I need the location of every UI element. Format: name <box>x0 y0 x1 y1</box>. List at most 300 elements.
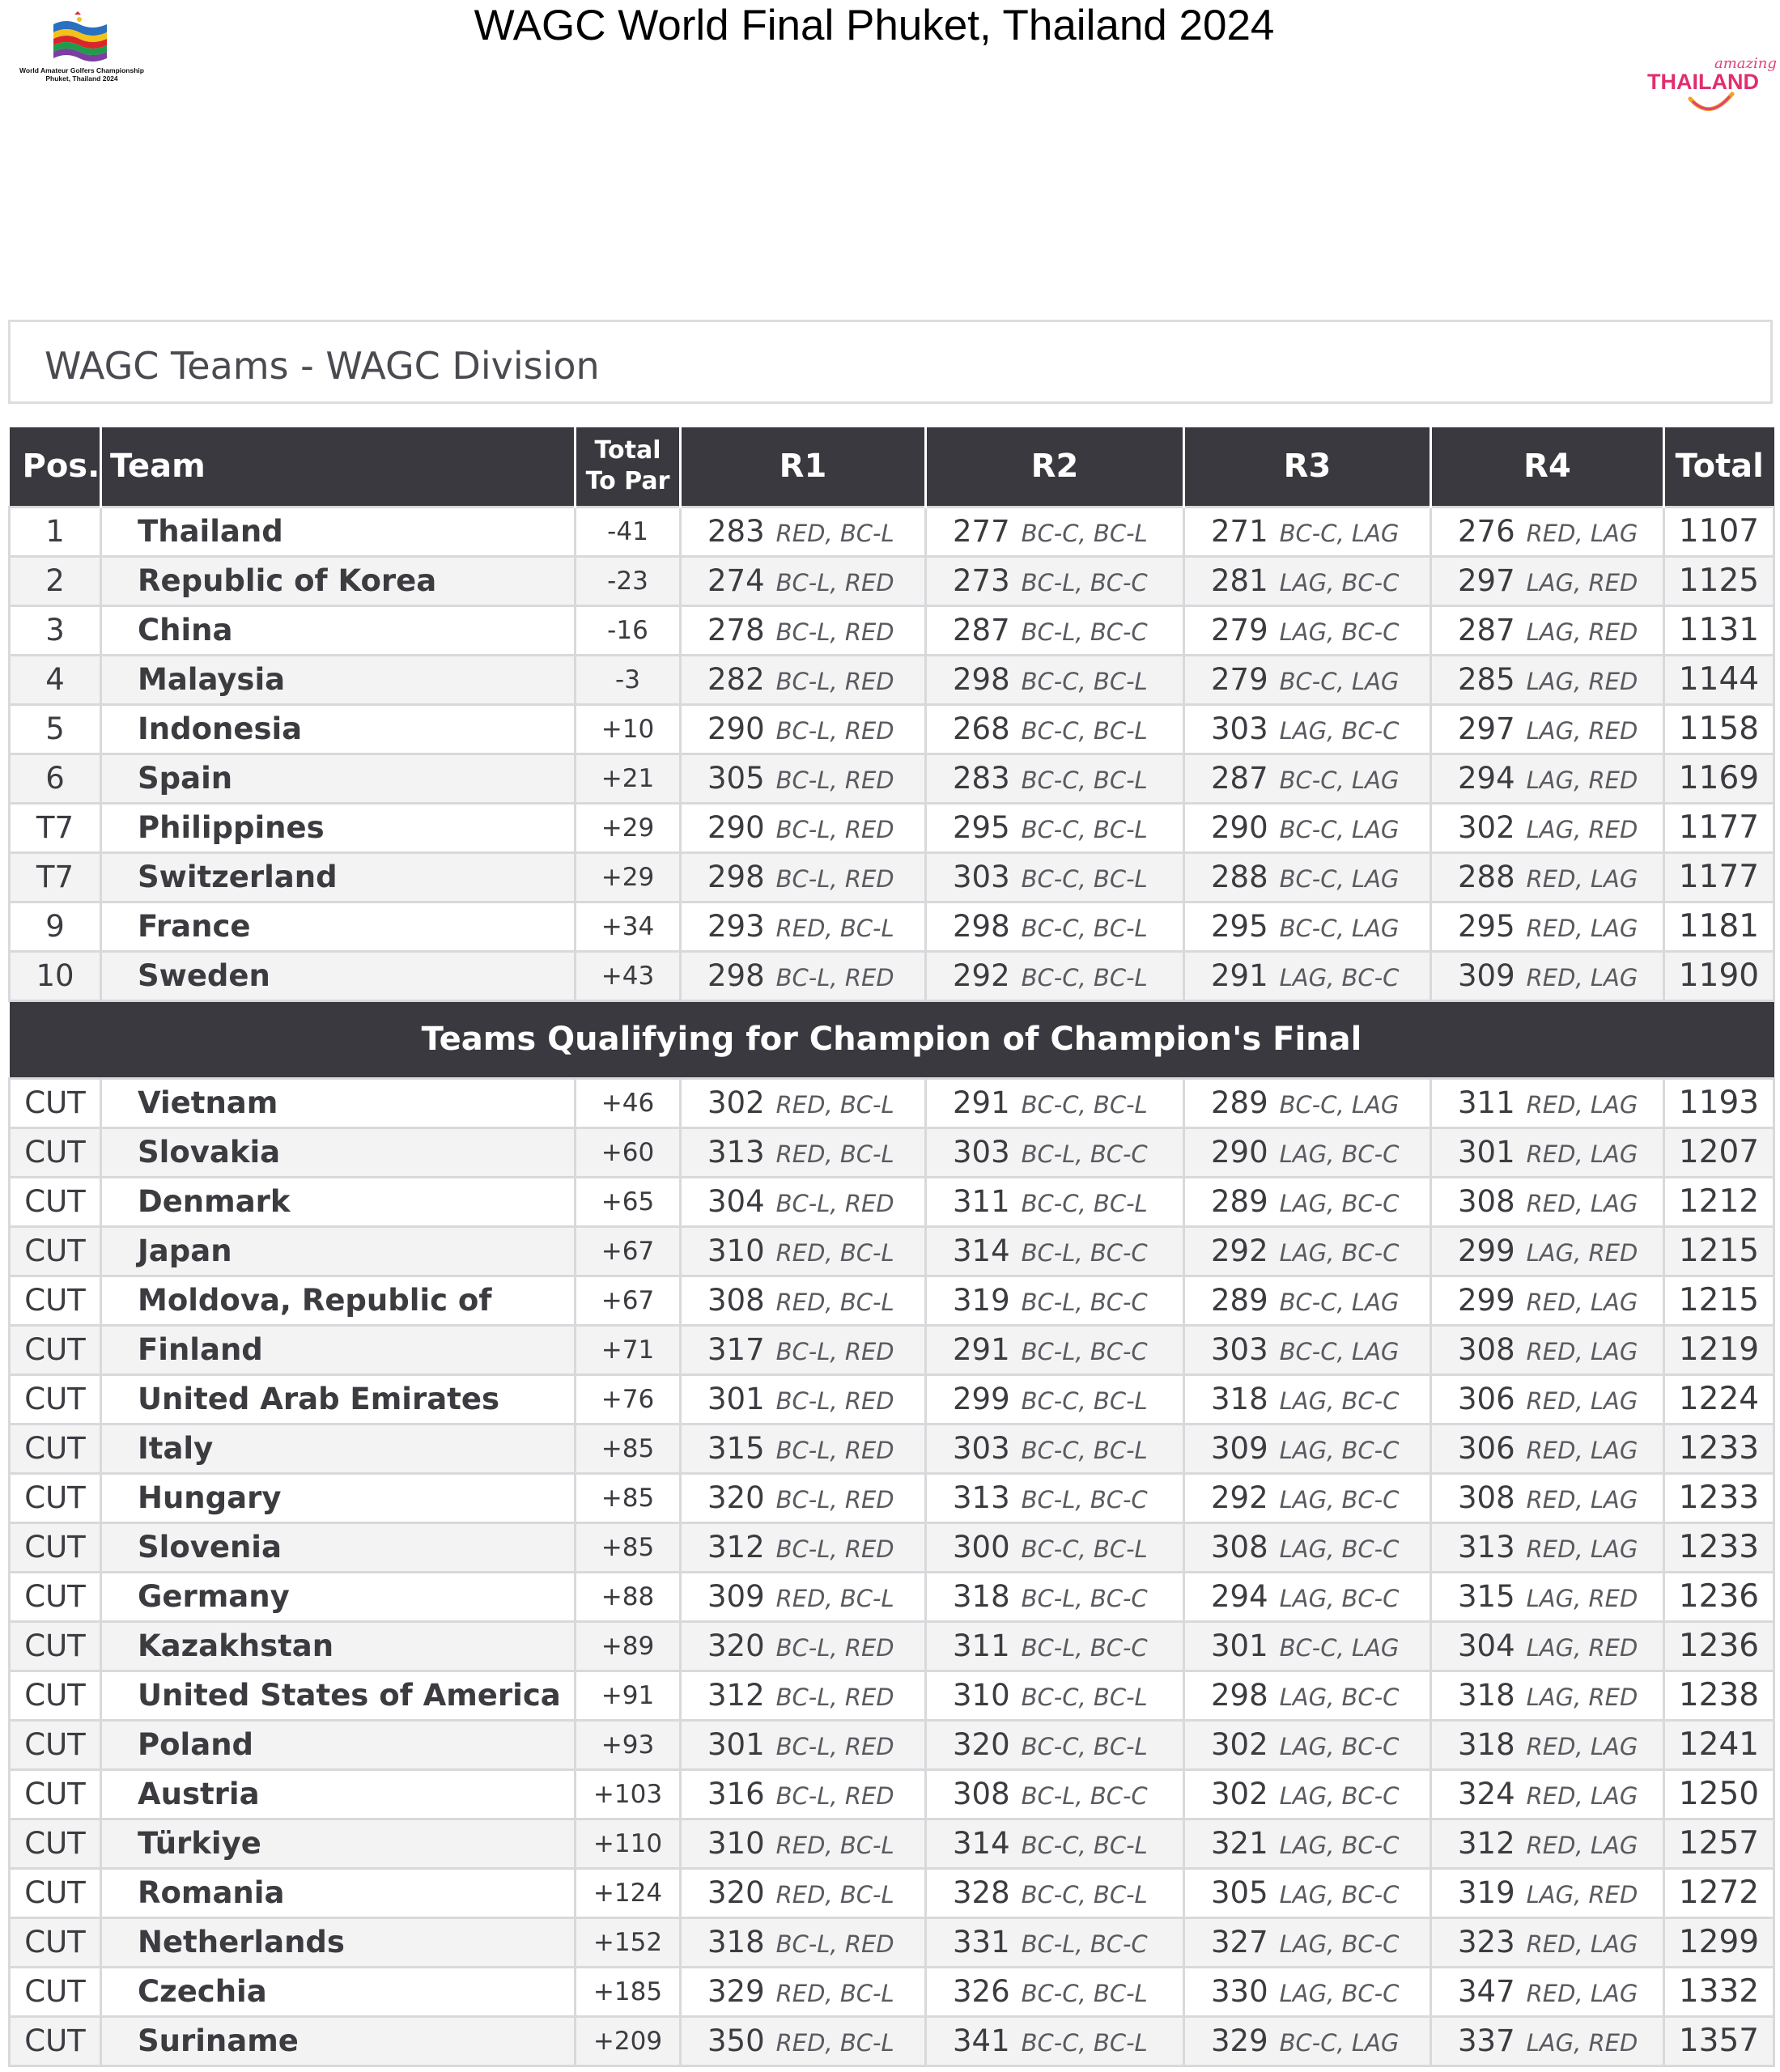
round-r3-cell <box>1184 754 1431 803</box>
position-cell: T7 <box>10 852 101 902</box>
round-score: 289 <box>1211 1085 1268 1120</box>
tee-combination: RED, LAG <box>1526 1733 1638 1760</box>
round-r1-cell <box>681 655 926 704</box>
position-cell: CUT <box>10 1177 101 1226</box>
round-r2-cell <box>926 655 1184 704</box>
round-r2-cell <box>926 1917 1184 1967</box>
round-r4-cell <box>1431 1671 1664 1720</box>
tee-combination: BC-L, BC-C <box>1021 1338 1148 1365</box>
table-row <box>10 1078 1774 1127</box>
round-r4-cell <box>1431 902 1664 951</box>
round-score: 350 <box>707 2023 765 2058</box>
round-score: 292 <box>1211 1480 1268 1515</box>
round-r2-cell <box>926 2016 1184 2066</box>
round-score: 310 <box>707 1826 765 1861</box>
table-row <box>10 1374 1774 1424</box>
col-header-total: Total <box>1664 427 1774 507</box>
tee-combination: BC-L, RED <box>775 865 894 893</box>
round-score: 310 <box>953 1678 1010 1713</box>
tee-combination: RED, BC-L <box>775 1140 894 1168</box>
team-name-cell: United States of America <box>101 1671 576 1720</box>
position-cell: CUT <box>10 1967 101 2016</box>
round-score: 287 <box>1211 761 1268 796</box>
team-name-cell: Spain <box>101 754 576 803</box>
round-score: 304 <box>1458 1628 1515 1663</box>
round-r2-cell <box>926 1325 1184 1374</box>
to-par-cell: +60 <box>576 1127 681 1177</box>
to-par-cell: +21 <box>576 754 681 803</box>
wagc-logo-caption <box>3 66 160 83</box>
tee-combination: BC-C, LAG <box>1279 1091 1400 1119</box>
tee-combination: RED, BC-L <box>775 1585 894 1612</box>
tee-combination: BC-L, BC-C <box>1021 1289 1148 1316</box>
round-r3-cell <box>1184 1226 1431 1276</box>
total-cell: 1207 <box>1664 1127 1774 1177</box>
total-cell: 1144 <box>1664 655 1774 704</box>
round-r3-cell <box>1184 556 1431 605</box>
tee-combination: BC-C, LAG <box>1279 668 1400 695</box>
round-score: 290 <box>1211 810 1268 845</box>
round-r1-cell <box>681 1671 926 1720</box>
tee-combination: RED, LAG <box>1526 964 1638 991</box>
round-score: 291 <box>953 1085 1010 1120</box>
tee-combination: BC-C, LAG <box>1279 915 1400 942</box>
col-header-total-to-par <box>576 427 681 507</box>
round-score: 318 <box>707 1925 765 1959</box>
round-r2-cell <box>926 1374 1184 1424</box>
round-score: 298 <box>707 860 765 894</box>
tee-combination: RED, LAG <box>1526 1140 1638 1168</box>
round-r4-cell <box>1431 1572 1664 1621</box>
round-r2-cell <box>926 605 1184 655</box>
round-r1-cell <box>681 1127 926 1177</box>
round-r4-cell <box>1431 605 1664 655</box>
round-r3-cell <box>1184 852 1431 902</box>
round-r2-cell <box>926 1276 1184 1325</box>
tee-combination: BC-L, RED <box>775 618 894 646</box>
round-r4-cell <box>1431 655 1664 704</box>
round-score: 281 <box>1211 563 1268 598</box>
table-row <box>10 1424 1774 1473</box>
round-score: 312 <box>707 1678 765 1713</box>
round-score: 311 <box>953 1184 1010 1219</box>
round-r4-cell <box>1431 1522 1664 1572</box>
round-score: 276 <box>1458 514 1515 549</box>
tee-combination: BC-L, RED <box>775 717 894 745</box>
tee-combination: BC-C, BC-L <box>1021 1980 1148 2007</box>
round-score: 313 <box>953 1480 1010 1515</box>
position-cell: CUT <box>10 2016 101 2066</box>
position-cell: 10 <box>10 951 101 1000</box>
to-par-cell: +29 <box>576 803 681 852</box>
team-name-cell: Philippines <box>101 803 576 852</box>
tee-combination: BC-L, RED <box>775 766 894 794</box>
total-cell: 1169 <box>1664 754 1774 803</box>
round-score: 287 <box>1458 613 1515 648</box>
round-score: 295 <box>953 810 1010 845</box>
round-score: 271 <box>1211 514 1268 549</box>
to-par-cell: +103 <box>576 1769 681 1819</box>
total-cell: 1257 <box>1664 1819 1774 1868</box>
tee-combination: BC-C, BC-L <box>1021 1832 1148 1859</box>
round-score: 294 <box>1211 1579 1268 1614</box>
tee-combination: BC-C, BC-L <box>1021 766 1148 794</box>
round-r3-cell <box>1184 2016 1431 2066</box>
division-panel <box>8 320 1773 404</box>
to-par-cell: +67 <box>576 1276 681 1325</box>
round-r4-cell <box>1431 1819 1664 1868</box>
round-score: 323 <box>1458 1925 1515 1959</box>
round-score: 309 <box>1458 958 1515 993</box>
tee-combination: RED, LAG <box>1526 1535 1638 1563</box>
tee-combination: LAG, BC-C <box>1279 964 1400 991</box>
tee-combination: LAG, BC-C <box>1279 1733 1400 1760</box>
total-cell: 1236 <box>1664 1572 1774 1621</box>
round-score: 301 <box>707 1382 765 1416</box>
tee-combination: RED, LAG <box>1526 1289 1638 1316</box>
tee-combination: BC-C, BC-L <box>1021 717 1148 745</box>
tee-combination: RED, BC-L <box>775 2029 894 2057</box>
total-cell: 1215 <box>1664 1226 1774 1276</box>
tee-combination: BC-L, RED <box>775 1733 894 1760</box>
table-row <box>10 704 1774 754</box>
smile-swoosh-icon <box>1643 53 1765 123</box>
round-score: 329 <box>707 1974 765 2009</box>
round-score: 330 <box>1211 1974 1268 2009</box>
round-r2-cell <box>926 1127 1184 1177</box>
round-r3-cell <box>1184 605 1431 655</box>
team-name-cell: Germany <box>101 1572 576 1621</box>
round-r4-cell <box>1431 1177 1664 1226</box>
team-name-cell: Kazakhstan <box>101 1621 576 1671</box>
round-r4-cell <box>1431 1374 1664 1424</box>
round-r2-cell <box>926 951 1184 1000</box>
round-score: 301 <box>1458 1135 1515 1170</box>
round-score: 277 <box>953 514 1010 549</box>
tee-combination: LAG, BC-C <box>1279 1140 1400 1168</box>
table-body <box>10 507 1774 2066</box>
round-r4-cell <box>1431 704 1664 754</box>
round-score: 324 <box>1458 1777 1515 1811</box>
round-r1-cell <box>681 902 926 951</box>
total-cell: 1224 <box>1664 1374 1774 1424</box>
position-cell: 9 <box>10 902 101 951</box>
round-r1-cell <box>681 1522 926 1572</box>
to-par-cell: +124 <box>576 1868 681 1917</box>
round-r1-cell <box>681 1572 926 1621</box>
round-score: 321 <box>1211 1826 1268 1861</box>
tee-combination: BC-C, LAG <box>1279 1289 1400 1316</box>
round-r2-cell <box>926 1226 1184 1276</box>
amazing-thailand-logo <box>1643 53 1777 123</box>
team-name-cell: France <box>101 902 576 951</box>
team-name-cell: Switzerland <box>101 852 576 902</box>
table-row <box>10 754 1774 803</box>
tee-combination: RED, LAG <box>1526 1980 1638 2007</box>
tee-combination: BC-C, BC-L <box>1021 2029 1148 2057</box>
table-row <box>10 1127 1774 1177</box>
tee-combination: BC-C, BC-L <box>1021 1437 1148 1464</box>
round-r2-cell <box>926 704 1184 754</box>
round-r1-cell <box>681 1967 926 2016</box>
tee-combination: RED, LAG <box>1526 1338 1638 1365</box>
round-r4-cell <box>1431 1226 1664 1276</box>
tee-combination: BC-C, LAG <box>1279 2029 1400 2057</box>
team-name-cell: Japan <box>101 1226 576 1276</box>
round-r4-cell <box>1431 803 1664 852</box>
to-par-cell: -16 <box>576 605 681 655</box>
tee-combination: LAG, RED <box>1526 2029 1638 2057</box>
round-score: 289 <box>1211 1283 1268 1318</box>
round-r1-cell <box>681 2016 926 2066</box>
round-score: 302 <box>1211 1777 1268 1811</box>
tee-combination: LAG, RED <box>1526 1634 1638 1662</box>
table-row <box>10 1917 1774 1967</box>
tee-combination: BC-C, BC-L <box>1021 1190 1148 1217</box>
logo-amazing-text: amazing <box>1714 55 1777 72</box>
tee-combination: BC-L, RED <box>775 668 894 695</box>
round-r3-cell <box>1184 1473 1431 1522</box>
round-r3-cell <box>1184 803 1431 852</box>
position-cell: CUT <box>10 1424 101 1473</box>
total-cell: 1212 <box>1664 1177 1774 1226</box>
tee-combination: BC-L, RED <box>775 1387 894 1415</box>
team-name-cell: Italy <box>101 1424 576 1473</box>
total-cell: 1238 <box>1664 1671 1774 1720</box>
to-par-cell: +110 <box>576 1819 681 1868</box>
logo-caption-line2: Phuket, Thailand 2024 <box>45 74 118 83</box>
division-title: WAGC Teams - WAGC Division <box>45 344 600 388</box>
round-r1-cell <box>681 951 926 1000</box>
round-r4-cell <box>1431 1424 1664 1473</box>
tee-combination: BC-C, LAG <box>1279 1338 1400 1365</box>
total-cell: 1236 <box>1664 1621 1774 1671</box>
round-score: 290 <box>707 711 765 746</box>
to-par-cell: +76 <box>576 1374 681 1424</box>
team-name-cell: Sweden <box>101 951 576 1000</box>
position-cell: 3 <box>10 605 101 655</box>
tee-combination: LAG, BC-C <box>1279 1486 1400 1514</box>
round-r1-cell <box>681 754 926 803</box>
to-par-cell: +209 <box>576 2016 681 2066</box>
round-r2-cell <box>926 852 1184 902</box>
round-r4-cell <box>1431 852 1664 902</box>
round-r2-cell <box>926 1078 1184 1127</box>
round-score: 312 <box>707 1530 765 1565</box>
tee-combination: BC-C, BC-L <box>1021 1387 1148 1415</box>
round-score: 309 <box>1211 1431 1268 1466</box>
round-score: 304 <box>707 1184 765 1219</box>
round-score: 313 <box>1458 1530 1515 1565</box>
position-cell: CUT <box>10 1078 101 1127</box>
position-cell: T7 <box>10 803 101 852</box>
table-row <box>10 803 1774 852</box>
tee-combination: BC-L, RED <box>775 569 894 597</box>
round-score: 314 <box>953 1826 1010 1861</box>
tee-combination: BC-C, BC-L <box>1021 816 1148 843</box>
round-r4-cell <box>1431 1276 1664 1325</box>
page-title: WAGC World Final Phuket, Thailand 2024 <box>474 2 1275 49</box>
tee-combination: BC-L, RED <box>775 1535 894 1563</box>
round-r1-cell <box>681 852 926 902</box>
team-name-cell: United Arab Emirates <box>101 1374 576 1424</box>
round-score: 316 <box>707 1777 765 1811</box>
tee-combination: BC-L, BC-C <box>1021 1239 1148 1267</box>
to-par-cell: +85 <box>576 1522 681 1572</box>
round-r1-cell <box>681 1473 926 1522</box>
round-r4-cell <box>1431 1473 1664 1522</box>
team-name-cell: Indonesia <box>101 704 576 754</box>
round-score: 320 <box>707 1875 765 1910</box>
tee-combination: LAG, BC-C <box>1279 569 1400 597</box>
round-r1-cell <box>681 605 926 655</box>
round-score: 305 <box>1211 1875 1268 1910</box>
round-r4-cell <box>1431 507 1664 556</box>
round-r4-cell <box>1431 754 1664 803</box>
tee-combination: BC-L, BC-C <box>1021 1930 1148 1958</box>
round-score: 320 <box>707 1628 765 1663</box>
to-par-cell: +93 <box>576 1720 681 1769</box>
tee-combination: LAG, BC-C <box>1279 1535 1400 1563</box>
tee-combination: LAG, RED <box>1526 766 1638 794</box>
to-par-cell: +85 <box>576 1473 681 1522</box>
round-score: 308 <box>707 1283 765 1318</box>
team-name-cell: Czechia <box>101 1967 576 2016</box>
round-score: 347 <box>1458 1974 1515 2009</box>
round-score: 319 <box>953 1283 1010 1318</box>
round-r1-cell <box>681 1325 926 1374</box>
tee-combination: BC-L, RED <box>775 1486 894 1514</box>
round-r1-cell <box>681 1374 926 1424</box>
round-r3-cell <box>1184 902 1431 951</box>
round-r1-cell <box>681 1177 926 1226</box>
round-score: 274 <box>707 563 765 598</box>
tee-combination: BC-L, BC-C <box>1021 1140 1148 1168</box>
tee-combination: LAG, BC-C <box>1279 717 1400 745</box>
round-r2-cell <box>926 1424 1184 1473</box>
tee-combination: RED, LAG <box>1526 1437 1638 1464</box>
round-r2-cell <box>926 902 1184 951</box>
round-r2-cell <box>926 1720 1184 1769</box>
to-par-cell: +89 <box>576 1621 681 1671</box>
to-par-cell: +185 <box>576 1967 681 2016</box>
position-cell: CUT <box>10 1720 101 1769</box>
tee-combination: RED, BC-L <box>775 1881 894 1909</box>
tee-combination: LAG, RED <box>1526 1881 1638 1909</box>
table-row <box>10 1671 1774 1720</box>
round-score: 288 <box>1458 860 1515 894</box>
round-score: 319 <box>1458 1875 1515 1910</box>
col-header-r1: R1 <box>681 427 926 507</box>
table-row <box>10 605 1774 655</box>
round-r4-cell <box>1431 951 1664 1000</box>
tee-combination: RED, BC-L <box>775 1289 894 1316</box>
tee-combination: BC-C, BC-L <box>1021 964 1148 991</box>
team-name-cell: Türkiye <box>101 1819 576 1868</box>
round-score: 312 <box>1458 1826 1515 1861</box>
tee-combination: LAG, RED <box>1526 816 1638 843</box>
round-r1-cell <box>681 1769 926 1819</box>
position-cell: 5 <box>10 704 101 754</box>
table-row <box>10 1177 1774 1226</box>
tee-combination: RED, BC-L <box>775 1091 894 1119</box>
to-par-cell: +65 <box>576 1177 681 1226</box>
round-score: 299 <box>953 1382 1010 1416</box>
team-name-cell: Suriname <box>101 2016 576 2066</box>
round-r3-cell <box>1184 1572 1431 1621</box>
round-score: 291 <box>1211 958 1268 993</box>
tee-combination: LAG, RED <box>1526 1585 1638 1612</box>
round-r1-cell <box>681 1621 926 1671</box>
total-cell: 1233 <box>1664 1424 1774 1473</box>
round-r3-cell <box>1184 1671 1431 1720</box>
tee-combination: RED, LAG <box>1526 915 1638 942</box>
round-score: 302 <box>1458 810 1515 845</box>
team-name-cell: Vietnam <box>101 1078 576 1127</box>
round-r2-cell <box>926 1572 1184 1621</box>
round-score: 302 <box>1211 1727 1268 1762</box>
round-score: 327 <box>1211 1925 1268 1959</box>
round-r2-cell <box>926 1671 1184 1720</box>
tee-combination: LAG, BC-C <box>1279 618 1400 646</box>
tee-combination: RED, BC-L <box>775 915 894 942</box>
tee-combination: BC-L, RED <box>775 1437 894 1464</box>
tee-combination: BC-C, LAG <box>1279 520 1400 547</box>
tee-combination: BC-L, BC-C <box>1021 1585 1148 1612</box>
team-name-cell: Republic of Korea <box>101 556 576 605</box>
round-score: 295 <box>1211 909 1268 944</box>
round-score: 318 <box>1211 1382 1268 1416</box>
round-score: 320 <box>953 1727 1010 1762</box>
table-row <box>10 507 1774 556</box>
round-score: 299 <box>1458 1283 1515 1318</box>
round-score: 299 <box>1458 1233 1515 1268</box>
tee-combination: BC-C, LAG <box>1279 766 1400 794</box>
team-name-cell: Austria <box>101 1769 576 1819</box>
tee-combination: LAG, RED <box>1526 1684 1638 1711</box>
table-row <box>10 902 1774 951</box>
round-r2-cell <box>926 1868 1184 1917</box>
tee-combination: LAG, BC-C <box>1279 1930 1400 1958</box>
round-score: 329 <box>1211 2023 1268 2058</box>
round-r2-cell <box>926 1177 1184 1226</box>
position-cell: CUT <box>10 1325 101 1374</box>
round-score: 291 <box>953 1332 1010 1367</box>
round-r2-cell <box>926 507 1184 556</box>
round-r3-cell <box>1184 1078 1431 1127</box>
table-row <box>10 1720 1774 1769</box>
round-score: 303 <box>1211 711 1268 746</box>
round-score: 294 <box>1458 761 1515 796</box>
position-cell: CUT <box>10 1522 101 1572</box>
tee-combination: LAG, BC-C <box>1279 1387 1400 1415</box>
round-score: 308 <box>953 1777 1010 1811</box>
team-name-cell: Thailand <box>101 507 576 556</box>
table-row <box>10 1819 1774 1868</box>
table-row <box>10 1572 1774 1621</box>
round-r3-cell <box>1184 507 1431 556</box>
team-name-cell: Moldova, Republic of <box>101 1276 576 1325</box>
round-score: 318 <box>1458 1678 1515 1713</box>
round-r2-cell <box>926 556 1184 605</box>
tee-combination: RED, LAG <box>1526 1387 1638 1415</box>
round-r2-cell <box>926 754 1184 803</box>
round-r4-cell <box>1431 1078 1664 1127</box>
team-name-cell: Slovenia <box>101 1522 576 1572</box>
round-score: 298 <box>953 909 1010 944</box>
logo-caption-line1: World Amateur Golfers Championship <box>19 66 144 74</box>
round-r2-cell <box>926 1769 1184 1819</box>
